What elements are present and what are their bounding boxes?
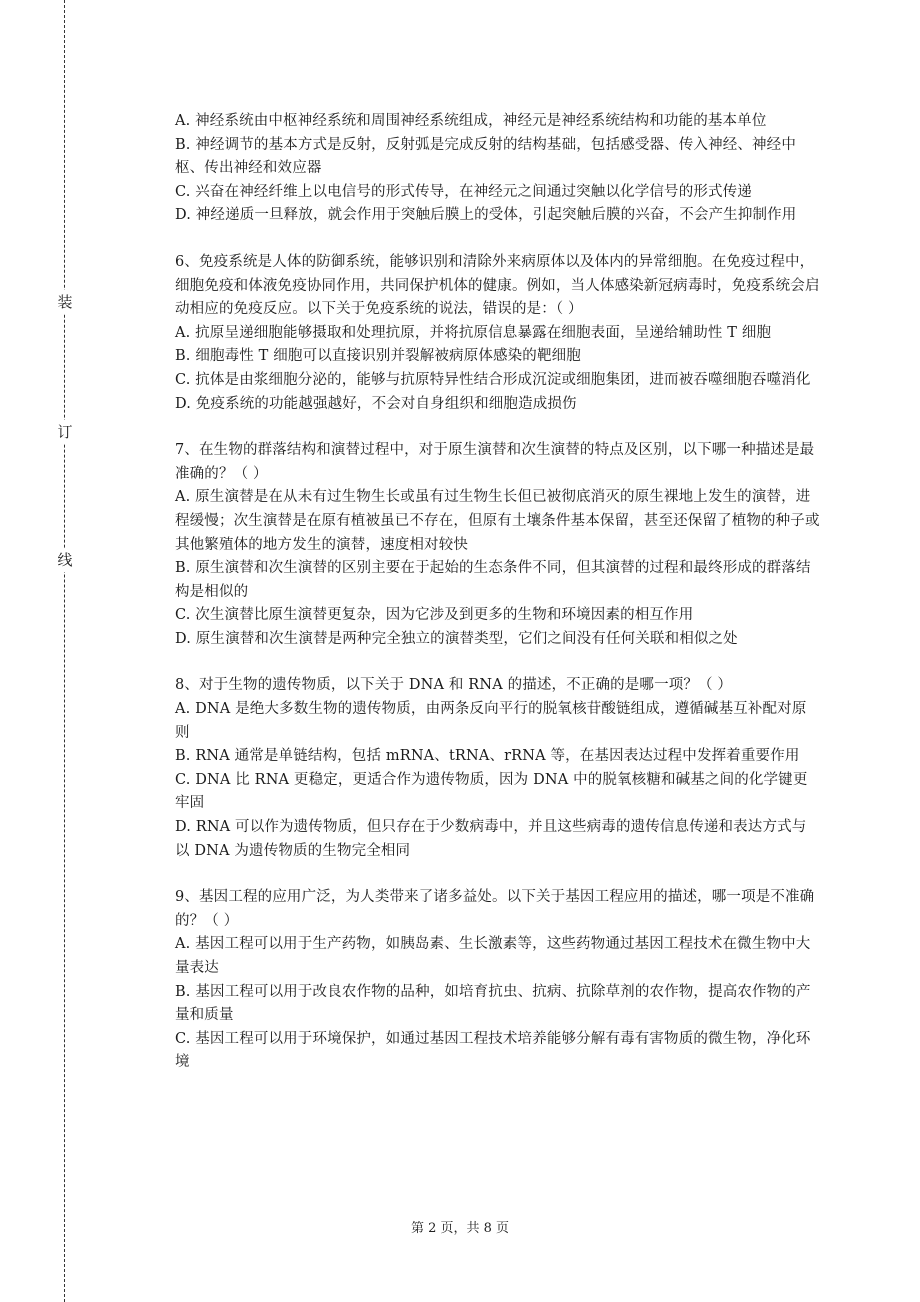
question-stem: 6、免疫系统是人体的防御系统，能够识别和清除外来病原体以及体内的异常细胞。在免疫过程中，细胞免疫和体液免疫协同作用，共同保护机体的健康。例如，当人体感染新冠病毒时，免疫系统会启动相应的免疫反应。以下关于免疫系统的说法，错误的是：（ ） bbox=[175, 253, 820, 318]
option-b: B. 神经调节的基本方式是反射，反射弧是完成反射的结构基础，包括感受器、传入神经、神经中枢、传出神经和效应器 bbox=[175, 136, 796, 177]
question-7 bbox=[175, 439, 820, 651]
question-stem: 7、在生物的群落结构和演替过程中，对于原生演替和次生演替的特点及区别，以下哪一种描述是最准确的？（ ） bbox=[175, 442, 815, 482]
option-a: A. 基因工程可以用于生产药物，如胰岛素、生长激素等，这些药物通过基因工程技术在微生物中大量表达 bbox=[175, 936, 811, 976]
question-content bbox=[175, 110, 820, 1098]
question-stem: 8、对于生物的遗传物质，以下关于 DNA 和 RNA 的描述，不正确的是哪一项？（ ） bbox=[175, 677, 733, 694]
option-b: B. RNA 通常是单链结构，包括 mRNA、tRNA、rRNA 等，在基因表达过程中发挥着重要作用 bbox=[175, 748, 800, 765]
question-9 bbox=[175, 886, 820, 1075]
binding-char-xian: 线 bbox=[54, 548, 76, 572]
option-c: C. 抗体是由浆细胞分泌的，能够与抗原特异性结合形成沉淀或细胞集团，进而被吞噬细胞吞噬消化 bbox=[175, 371, 811, 388]
binding-char-ding: 订 bbox=[54, 420, 76, 444]
option-a: A. 抗原呈递细胞能够摄取和处理抗原，并将抗原信息暴露在细胞表面，呈递给辅助性 T 细胞 bbox=[175, 324, 772, 341]
option-d: D. 免疫系统的功能越强越好，不会对自身组织和细胞造成损伤 bbox=[175, 395, 577, 412]
question-stem: 9、基因工程的应用广泛，为人类带来了诸多益处。以下关于基因工程应用的描述，哪一项是不准确的？（ ） bbox=[175, 889, 815, 929]
page-number: 第 2 页，共 8 页 bbox=[410, 1221, 510, 1236]
option-a: A. 原生演替是在从未有过生物生长或虽有过生物生长但已被彻底消灭的原生裸地上发生的演替，进程缓慢；次生演替是在原有植被虽已不存在，但原有土壤条件基本保留，甚至还保留了植物的种子或其他繁殖体的地方发生的演替，速度相对较快 bbox=[175, 489, 820, 553]
question-8 bbox=[175, 674, 820, 863]
option-b: B. 细胞毒性 T 细胞可以直接识别并裂解被病原体感染的靶细胞 bbox=[175, 348, 581, 365]
binding-dashed-line bbox=[64, 0, 65, 1302]
option-a: A. 神经系统由中枢神经系统和周围神经系统组成，神经元是神经系统结构和功能的基本单位 bbox=[175, 113, 767, 129]
option-b: B. 原生演替和次生演替的区别主要在于起始的生态条件不同，但其演替的过程和最终形成的群落结构是相似的 bbox=[175, 560, 811, 600]
question-6 bbox=[175, 251, 820, 416]
option-d: D. RNA 可以作为遗传物质，但只存在于少数病毒中，并且这些病毒的遗传信息传递和表达方式与以 DNA 为遗传物质的生物完全相同 bbox=[175, 819, 807, 859]
option-b: B. 基因工程可以用于改良农作物的品种，如培育抗虫、抗病、抗除草剂的农作物，提高农作物的产量和质量 bbox=[175, 983, 811, 1024]
option-d: D. 神经递质一旦释放，就会作用于突触后膜上的受体，引起突触后膜的兴奋，不会产生抑制作用 bbox=[175, 207, 797, 224]
option-d: D. 原生演替和次生演替是两种完全独立的演替类型，它们之间没有任何关联和相似之处 bbox=[175, 630, 738, 647]
binding-char-zhuang: 装 bbox=[54, 290, 76, 314]
option-c: C. 基因工程可以用于环境保护，如通过基因工程技术培养能够分解有毒有害物质的微生物，净化环境 bbox=[175, 1030, 811, 1071]
option-c: C. 兴奋在神经纤维上以电信号的形式传导，在神经元之间通过突触以化学信号的形式传递 bbox=[175, 183, 752, 200]
option-c: C. 次生演替比原生演替更复杂，因为它涉及到更多的生物和环境因素的相互作用 bbox=[175, 607, 694, 624]
question-5-options bbox=[175, 110, 820, 228]
option-c: C. DNA 比 RNA 更稳定，更适合作为遗传物质，因为 DNA 中的脱氧核糖和碱基之间的化学键更牢固 bbox=[175, 771, 808, 812]
option-a: A. DNA 是绝大多数生物的遗传物质，由两条反向平行的脱氧核苷酸链组成，遵循碱基互补配对原则 bbox=[175, 701, 807, 741]
